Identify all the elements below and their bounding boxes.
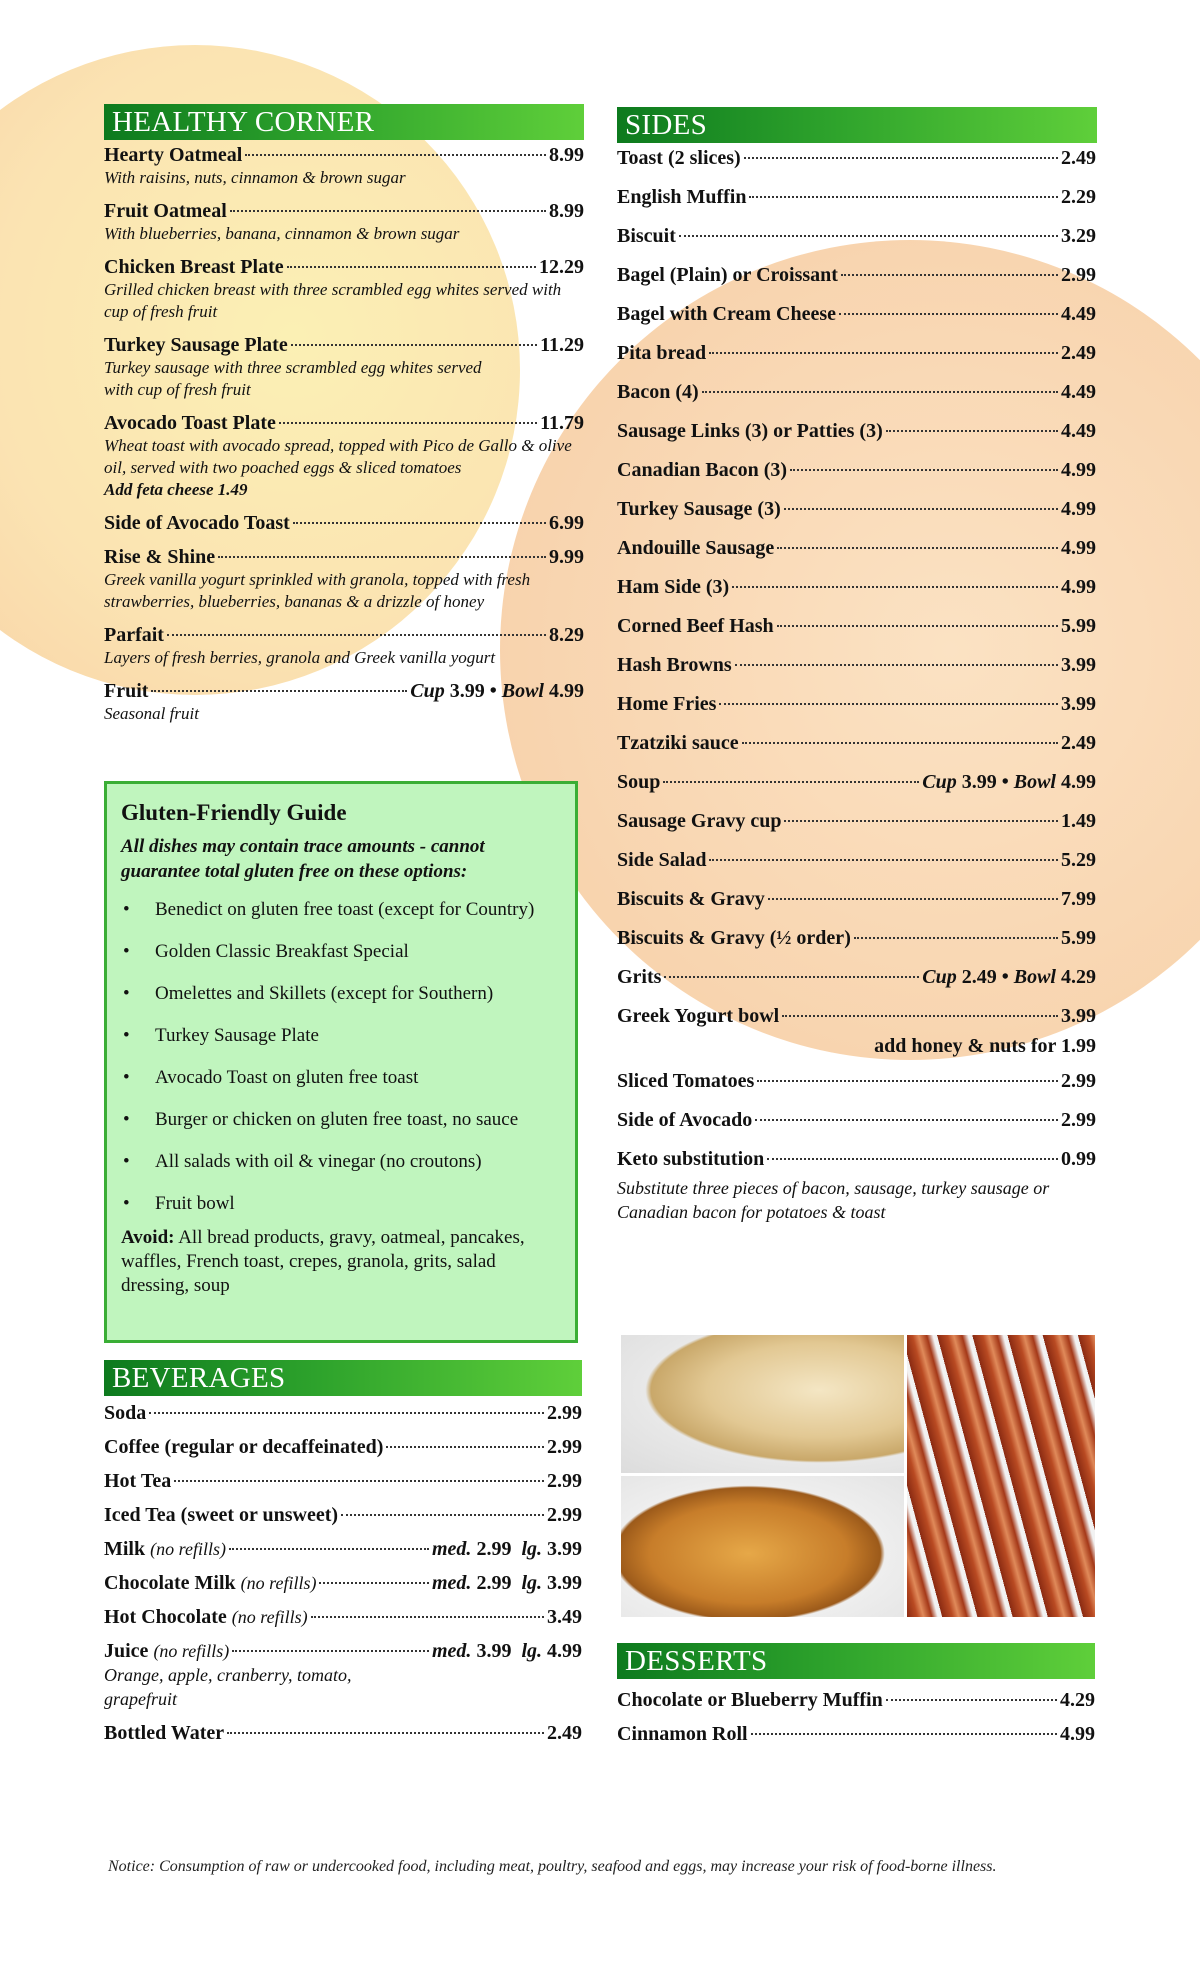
menu-item-hot-tea bbox=[104, 1470, 582, 1493]
side-item bbox=[617, 693, 1096, 721]
dot-leader bbox=[664, 976, 919, 978]
item-price: 3.29 bbox=[1061, 225, 1096, 247]
item-name: Parfait bbox=[104, 624, 164, 646]
item-name: Turkey Sausage Plate bbox=[104, 334, 288, 356]
item-name: Cinnamon Roll bbox=[617, 1723, 748, 1745]
side-item bbox=[617, 927, 1096, 955]
item-name: Toast (2 slices) bbox=[617, 147, 741, 169]
item-description: Grilled chicken breast with three scrambled egg whites served with cup of fresh fruit bbox=[104, 280, 562, 321]
menu-item-turkey-sausage-plate bbox=[104, 334, 584, 401]
item-name: Sausage Links (3) or Patties (3) bbox=[617, 420, 883, 442]
item-name: Home Fries bbox=[617, 693, 717, 715]
item-name: Hot Tea bbox=[104, 1470, 172, 1492]
side-item bbox=[617, 654, 1096, 682]
dot-leader bbox=[232, 1650, 429, 1652]
side-item-keto bbox=[617, 1148, 1096, 1224]
item-name: Pita bread bbox=[617, 342, 707, 364]
item-name: Sliced Tomatoes bbox=[617, 1070, 755, 1092]
dot-leader bbox=[311, 1616, 544, 1618]
item-name: Milk (no refills) bbox=[104, 1538, 226, 1560]
item-name: Chocolate or Blueberry Muffin bbox=[617, 1689, 883, 1711]
dot-leader bbox=[749, 196, 1058, 198]
item-name: Chocolate Milk (no refills) bbox=[104, 1572, 317, 1594]
dot-leader bbox=[839, 313, 1058, 315]
dot-leader bbox=[319, 1582, 429, 1584]
item-name: Rise & Shine bbox=[104, 546, 216, 568]
sides-section bbox=[617, 107, 1096, 1235]
dot-leader bbox=[757, 1080, 1058, 1082]
item-price-options: Cup 3.99 • Bowl 4.99 bbox=[410, 680, 584, 702]
gluten-friendly-guide bbox=[104, 781, 578, 1343]
menu-item-soda bbox=[104, 1402, 582, 1425]
dot-leader bbox=[679, 235, 1058, 237]
dot-leader bbox=[663, 781, 919, 783]
menu-item-rise-and-shine bbox=[104, 546, 584, 613]
item-price: 1.49 bbox=[1061, 810, 1096, 832]
dot-leader bbox=[751, 1733, 1057, 1735]
item-price: 7.99 bbox=[1061, 888, 1096, 910]
dot-leader bbox=[777, 547, 1058, 549]
item-price: 5.29 bbox=[1061, 849, 1096, 871]
item-price-options: med. 3.99 lg. 4.99 bbox=[432, 1640, 582, 1662]
menu-item-hot-chocolate bbox=[104, 1606, 582, 1629]
croissant-photo bbox=[621, 1476, 904, 1617]
beverages-header: BEVERAGES bbox=[104, 1360, 582, 1396]
dot-leader bbox=[755, 1119, 1058, 1121]
dot-leader bbox=[790, 469, 1058, 471]
item-name: Canadian Bacon (3) bbox=[617, 459, 788, 481]
item-name: Bagel with Cream Cheese bbox=[617, 303, 837, 325]
item-price: 4.49 bbox=[1061, 303, 1096, 325]
item-name: Corned Beef Hash bbox=[617, 615, 774, 637]
item-price: 5.99 bbox=[1061, 927, 1096, 949]
item-price: 12.29 bbox=[539, 256, 584, 278]
item-price-options: Cup 3.99 • Bowl 4.99 bbox=[922, 771, 1096, 793]
dot-leader bbox=[227, 1732, 544, 1734]
gluten-list-item: • Fruit bowl bbox=[121, 1192, 561, 1216]
item-name: Fruit Oatmeal bbox=[104, 200, 227, 222]
item-name: Ham Side (3) bbox=[617, 576, 730, 598]
gluten-list-item: • Benedict on gluten free toast (except for Country) bbox=[121, 898, 561, 922]
menu-item-fruit bbox=[104, 680, 584, 725]
dot-leader bbox=[782, 1015, 1058, 1017]
item-name: Bacon (4) bbox=[617, 381, 699, 403]
item-name: Sausage Gravy cup bbox=[617, 810, 782, 832]
side-item bbox=[617, 264, 1096, 292]
item-name: Hearty Oatmeal bbox=[104, 144, 243, 166]
item-price: 4.99 bbox=[1061, 537, 1096, 559]
item-name: Andouille Sausage bbox=[617, 537, 775, 559]
menu-item-milk bbox=[104, 1538, 582, 1561]
menu-item-chocolate-milk bbox=[104, 1572, 582, 1595]
dot-leader bbox=[777, 625, 1058, 627]
dot-leader bbox=[709, 859, 1058, 861]
side-item bbox=[617, 615, 1096, 643]
item-price: 4.99 bbox=[1060, 1723, 1095, 1745]
item-addon: Add feta cheese 1.49 bbox=[104, 480, 248, 499]
dot-leader bbox=[287, 266, 536, 268]
item-price: 2.29 bbox=[1061, 186, 1096, 208]
item-price: 2.99 bbox=[1061, 1109, 1096, 1131]
gluten-list-item: • Avocado Toast on gluten free toast bbox=[121, 1066, 561, 1090]
menu-item-bottled-water bbox=[104, 1722, 582, 1745]
dot-leader bbox=[886, 430, 1058, 432]
item-name: Bottled Water bbox=[104, 1722, 225, 1744]
item-description: Orange, apple, cranberry, tomato, grapefruit bbox=[104, 1665, 352, 1709]
item-name: Soda bbox=[104, 1402, 147, 1424]
item-name: Side of Avocado bbox=[617, 1109, 753, 1131]
side-item-grits bbox=[617, 966, 1096, 994]
menu-item-hearty-oatmeal bbox=[104, 144, 584, 189]
item-price: 3.99 bbox=[1061, 693, 1096, 715]
menu-item-avocado-toast-plate bbox=[104, 412, 584, 501]
dot-leader bbox=[768, 898, 1058, 900]
dot-leader bbox=[229, 1548, 429, 1550]
dot-leader bbox=[784, 820, 1058, 822]
item-name: Turkey Sausage (3) bbox=[617, 498, 781, 520]
dot-leader bbox=[174, 1480, 544, 1482]
side-item bbox=[617, 810, 1096, 838]
item-name: Greek Yogurt bowl bbox=[617, 1005, 780, 1027]
menu-item-coffee bbox=[104, 1436, 582, 1459]
dot-leader bbox=[767, 1158, 1058, 1160]
dot-leader bbox=[291, 344, 537, 346]
item-price: 4.99 bbox=[1061, 459, 1096, 481]
dot-leader bbox=[854, 937, 1058, 939]
gluten-list-item: • All salads with oil & vinegar (no croutons) bbox=[121, 1150, 561, 1174]
item-price: 4.49 bbox=[1061, 420, 1096, 442]
dot-leader bbox=[245, 154, 546, 156]
side-item bbox=[617, 147, 1096, 175]
dot-leader bbox=[841, 274, 1058, 276]
item-price: 3.99 bbox=[1061, 654, 1096, 676]
side-item bbox=[617, 576, 1096, 604]
item-name: Biscuits & Gravy (½ order) bbox=[617, 927, 851, 949]
item-price: 11.79 bbox=[540, 412, 584, 434]
desserts-section bbox=[617, 1643, 1095, 1757]
item-name: English Muffin bbox=[617, 186, 747, 208]
side-item bbox=[617, 381, 1096, 409]
item-price: 8.29 bbox=[549, 624, 584, 646]
side-item bbox=[617, 1109, 1096, 1137]
menu-item-parfait bbox=[104, 624, 584, 669]
gluten-avoid-note: Avoid: All bread products, gravy, oatmeal, pancakes, waffles, French toast, crepes, granola, grits, salad dressing, soup bbox=[121, 1227, 525, 1296]
dot-leader bbox=[151, 690, 407, 692]
gluten-list-item: • Burger or chicken on gluten free toast, no sauce bbox=[121, 1108, 561, 1132]
item-name: Avocado Toast Plate bbox=[104, 412, 276, 434]
dot-leader bbox=[742, 742, 1058, 744]
item-price-options: Cup 2.49 • Bowl 4.29 bbox=[922, 966, 1096, 988]
gluten-list-item: • Omelettes and Skillets (except for Southern) bbox=[121, 982, 561, 1006]
item-price: 2.49 bbox=[1061, 342, 1096, 364]
item-price: 11.29 bbox=[540, 334, 584, 356]
side-item bbox=[617, 303, 1096, 331]
item-name: Hot Chocolate (no refills) bbox=[104, 1606, 308, 1628]
item-name: Soup bbox=[617, 771, 661, 793]
item-price: 3.49 bbox=[547, 1606, 582, 1628]
item-name: Iced Tea (sweet or unsweet) bbox=[104, 1504, 339, 1526]
dot-leader bbox=[293, 522, 546, 524]
item-price: 9.99 bbox=[549, 546, 584, 568]
item-name: Chicken Breast Plate bbox=[104, 256, 284, 278]
item-name: Keto substitution bbox=[617, 1148, 765, 1170]
dot-leader bbox=[719, 703, 1058, 705]
side-item bbox=[617, 849, 1096, 877]
gluten-guide-intro: All dishes may contain trace amounts - cannot guarantee total gluten free on these options: bbox=[121, 836, 485, 882]
item-price: 0.99 bbox=[1061, 1148, 1096, 1170]
item-description: With raisins, nuts, cinnamon & brown sugar bbox=[104, 168, 406, 187]
menu-item-iced-tea bbox=[104, 1504, 582, 1527]
gluten-guide-title: Gluten-Friendly Guide bbox=[121, 800, 347, 825]
item-name: Fruit bbox=[104, 680, 149, 702]
item-name: Juice (no refills) bbox=[104, 1640, 230, 1662]
dot-leader bbox=[279, 422, 537, 424]
sides-header: SIDES bbox=[617, 107, 1097, 143]
gluten-list-item: • Golden Classic Breakfast Special bbox=[121, 940, 561, 964]
dot-leader bbox=[702, 391, 1058, 393]
dot-leader bbox=[218, 556, 546, 558]
healthy-corner-header: HEALTHY CORNER bbox=[104, 104, 584, 140]
side-item bbox=[617, 225, 1096, 253]
beverages-section bbox=[104, 1360, 582, 1756]
dot-leader bbox=[230, 210, 546, 212]
item-name: Bagel (Plain) or Croissant bbox=[617, 264, 838, 286]
side-item bbox=[617, 537, 1096, 565]
side-item bbox=[617, 1070, 1096, 1098]
item-price: 2.99 bbox=[547, 1470, 582, 1492]
item-price: 4.99 bbox=[1061, 576, 1096, 598]
dessert-item bbox=[617, 1689, 1095, 1712]
side-item bbox=[617, 888, 1096, 916]
yogurt-addon: add honey & nuts for 1.99 bbox=[874, 1035, 1096, 1057]
item-price: 8.99 bbox=[549, 144, 584, 166]
menu-item-side-avocado-toast bbox=[104, 512, 584, 535]
side-item bbox=[617, 342, 1096, 370]
item-price: 2.99 bbox=[547, 1436, 582, 1458]
item-name: Coffee (regular or decaffeinated) bbox=[104, 1436, 384, 1458]
side-item bbox=[617, 459, 1096, 487]
item-price: 3.99 bbox=[1061, 1005, 1096, 1027]
item-description: Substitute three pieces of bacon, sausage, turkey sausage or Canadian bacon for potatoes & toast bbox=[617, 1178, 1050, 1222]
dot-leader bbox=[784, 508, 1058, 510]
item-description: Turkey sausage with three scrambled egg whites served with cup of fresh fruit bbox=[104, 358, 482, 399]
side-item bbox=[617, 420, 1096, 448]
item-name: Side of Avocado Toast bbox=[104, 512, 290, 534]
side-item bbox=[617, 498, 1096, 526]
item-price: 2.49 bbox=[1061, 732, 1096, 754]
item-price: 4.49 bbox=[1061, 381, 1096, 403]
side-item bbox=[617, 186, 1096, 214]
dot-leader bbox=[386, 1446, 544, 1448]
english-muffin-photo bbox=[621, 1335, 904, 1473]
dot-leader bbox=[886, 1699, 1057, 1701]
item-name: Biscuit bbox=[617, 225, 676, 247]
item-price-options: med. 2.99 lg. 3.99 bbox=[432, 1538, 582, 1560]
item-price: 8.99 bbox=[549, 200, 584, 222]
side-item bbox=[617, 732, 1096, 760]
dessert-item bbox=[617, 1723, 1095, 1746]
bacon-photo bbox=[907, 1335, 1095, 1617]
dot-leader bbox=[167, 634, 546, 636]
item-name: Hash Browns bbox=[617, 654, 732, 676]
item-price: 2.49 bbox=[547, 1722, 582, 1744]
item-name: Biscuits & Gravy bbox=[617, 888, 765, 910]
item-price: 2.99 bbox=[547, 1504, 582, 1526]
gluten-guide-list bbox=[121, 898, 561, 1216]
item-price: 2.99 bbox=[1061, 1070, 1096, 1092]
gluten-list-item: • Turkey Sausage Plate bbox=[121, 1024, 561, 1048]
dot-leader bbox=[732, 586, 1058, 588]
menu-item-chicken-breast-plate bbox=[104, 256, 584, 323]
item-price: 4.29 bbox=[1060, 1689, 1095, 1711]
item-description: Wheat toast with avocado spread, topped with Pico de Gallo & olive oil, served with two poached eggs & sliced tomatoes bbox=[104, 436, 572, 477]
item-description: Greek vanilla yogurt sprinkled with granola, topped with fresh strawberries, blueberries, bananas & a drizzle of honey bbox=[104, 570, 531, 611]
dot-leader bbox=[341, 1514, 544, 1516]
menu-item-juice bbox=[104, 1640, 582, 1711]
side-item-soup bbox=[617, 771, 1096, 799]
item-name: Side Salad bbox=[617, 849, 707, 871]
dot-leader bbox=[735, 664, 1058, 666]
desserts-header: DESSERTS bbox=[617, 1643, 1095, 1679]
item-description: Seasonal fruit bbox=[104, 704, 199, 723]
item-price: 2.99 bbox=[547, 1402, 582, 1424]
item-description: Layers of fresh berries, granola and Greek vanilla yogurt bbox=[104, 648, 496, 667]
item-price: 6.99 bbox=[549, 512, 584, 534]
item-price: 4.99 bbox=[1061, 498, 1096, 520]
item-price: 5.99 bbox=[1061, 615, 1096, 637]
dot-leader bbox=[149, 1412, 544, 1414]
menu-item-fruit-oatmeal bbox=[104, 200, 584, 245]
item-name: Grits bbox=[617, 966, 662, 988]
dot-leader bbox=[744, 157, 1058, 159]
item-price-options: med. 2.99 lg. 3.99 bbox=[432, 1572, 582, 1594]
item-name: Tzatziki sauce bbox=[617, 732, 739, 754]
dot-leader bbox=[709, 352, 1058, 354]
item-price: 2.99 bbox=[1061, 264, 1096, 286]
food-photo-collage bbox=[621, 1335, 1095, 1617]
item-price: 2.49 bbox=[1061, 147, 1096, 169]
item-description: With blueberries, banana, cinnamon & brown sugar bbox=[104, 224, 460, 243]
side-item-greek-yogurt bbox=[617, 1005, 1096, 1059]
food-safety-notice: Notice: Consumption of raw or undercooked food, including meat, poultry, seafood and eggs, may increase your risk of food-borne illness. bbox=[108, 1858, 997, 1875]
healthy-corner-section bbox=[104, 104, 584, 736]
